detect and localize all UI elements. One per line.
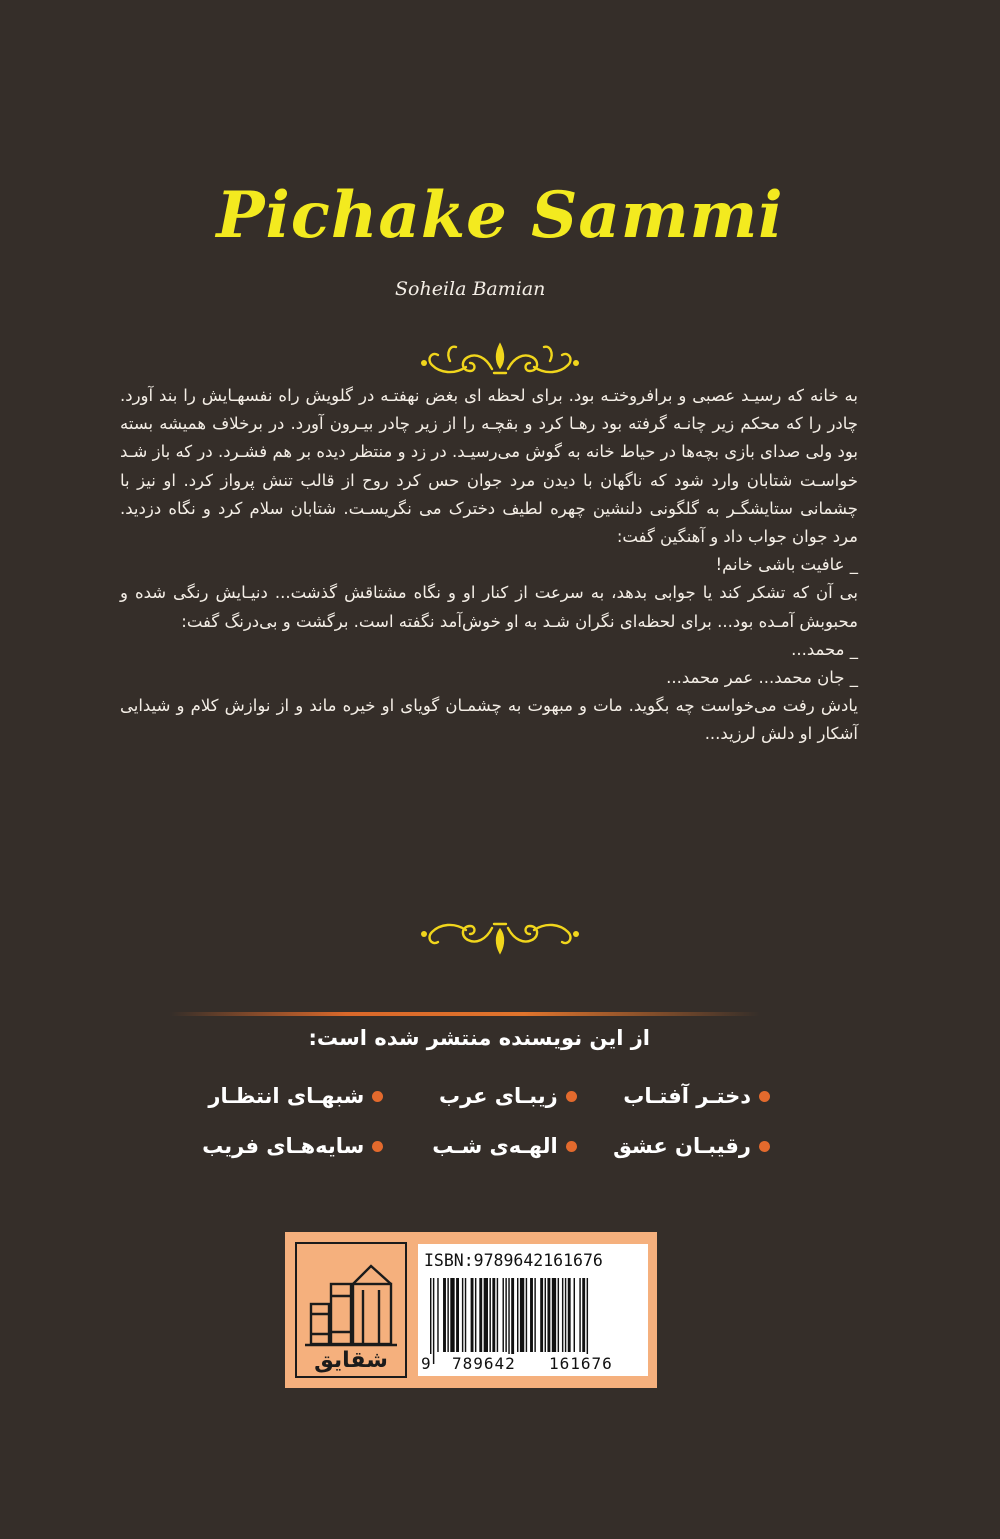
book-item <box>577 1130 770 1162</box>
story-paragraph: به خانه که رسیـد عصبی و برافروختـه بود. برای لحظه ای بغض نهفتـه در گلویش راه نفسهـایش را بند آورد. چادر را که محکم زیر چانـه گرفته بود رهـا کرد و بقچـه را از زیر چادر بیـرون آورد. در برخلاف همیشه بسته بود ولی صدای بازی بچه‌ها در حیاط خانه به گوش می‌رسیـد. در زد و منتظر دیده بر هم فشـرد. در که باز شـد خواسـت شتابان وارد شود که ناگهان با دیدن مرد جوان حس کرد روح از قالب تنش پرواز کرد. او نیز با چشمانی ستایشگـر به گلگونی دلنشین چهره لطیف دخترک می نگریسـت. شتابان سلام کرد و نگاه دزدید. مرد جوان جواب داد و آهنگین گفت: <box>120 386 858 547</box>
story-paragraph: _ عافیت باشی خانم! <box>715 555 858 575</box>
barcode-digits-right: 161676 <box>549 1354 613 1373</box>
publisher-logo <box>295 1242 407 1378</box>
bullet-icon <box>372 1091 383 1102</box>
story-paragraph: _ محمد... <box>791 639 858 659</box>
book-item <box>383 1130 576 1162</box>
story-excerpt <box>120 382 858 749</box>
bullet-icon <box>566 1141 577 1152</box>
story-paragraph: _ جان محمد... عمر محمد... <box>666 668 858 688</box>
bullet-icon <box>759 1091 770 1102</box>
publisher-name: شقایق <box>314 1348 388 1373</box>
book-item-title: سایه‌هـای فریب <box>202 1134 365 1158</box>
book-item-title: الهـه‌ی شـب <box>432 1134 558 1158</box>
ornament-bottom-icon <box>410 912 590 962</box>
book-item-title: دختـر آفتـاب <box>623 1084 751 1108</box>
barcode-digit: 9 <box>421 1354 431 1373</box>
ornament-top-icon <box>410 335 590 385</box>
book-item-title: زیبـای عرب <box>438 1084 558 1108</box>
barcode-bars-icon <box>426 1278 640 1366</box>
bullet-icon <box>372 1141 383 1152</box>
section-divider <box>170 1012 760 1016</box>
other-books-heading: از این نویسنده منتشر شده است: <box>308 1026 650 1050</box>
barcode-block <box>285 1232 657 1388</box>
author-name: Soheila Bamian <box>395 278 546 300</box>
book-item-title: رقیبـان عشق <box>613 1134 751 1158</box>
book-item <box>190 1130 383 1162</box>
book-item <box>577 1080 770 1112</box>
other-books-list <box>190 1080 770 1162</box>
barcode-digits-left: 789642 <box>452 1354 516 1373</box>
bullet-icon <box>759 1141 770 1152</box>
book-item <box>190 1080 383 1112</box>
bullet-icon <box>566 1091 577 1102</box>
story-paragraph: یادش رفت می‌خواست چه بگوید. مات و مبهوت به چشمـان گویای او خیره ماند و از نوازش کلام و شیدایی آشکار او دلش لرزید... <box>120 696 858 744</box>
isbn-barcode <box>418 1244 648 1376</box>
book-item <box>383 1080 576 1112</box>
book-title: Pichake Sammi <box>216 178 784 253</box>
story-paragraph: بی آن که تشکر کند یا جوابی بدهد، به سرعت از کنار او و نگاه مشتاقش گذشت... دنیـایش رنگی شده و محبوبش آمـده بود... برای لحظه‌ای نگران شـد به او خوش‌آمد نگفته است. برگشت و بی‌درنگ گفت: <box>120 583 858 631</box>
isbn-label: ISBN:9789642161676 <box>424 1251 603 1270</box>
book-item-title: شبهـای انتظـار <box>208 1084 365 1108</box>
